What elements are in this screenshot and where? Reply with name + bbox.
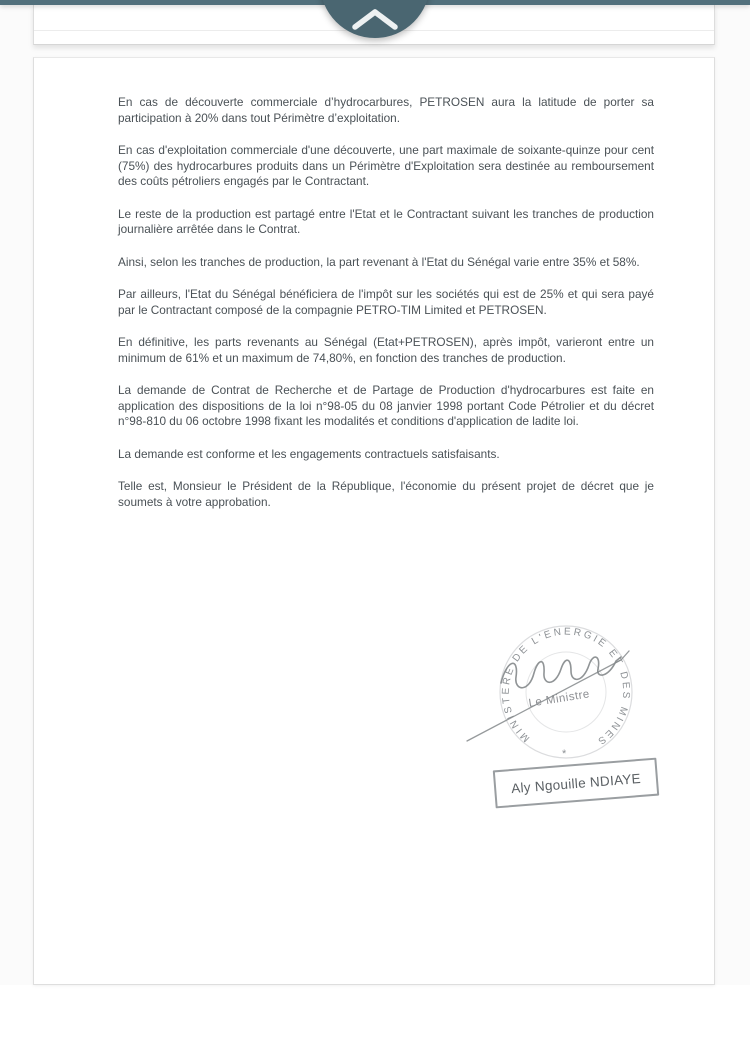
stamp-ring-text: MINISTERE DE L'ENERGIE ET DES MINES	[500, 626, 632, 748]
paragraph: En cas de découverte commerciale d’hydrocarbures, PETROSEN aura la latitude de porter sa participation à 20% dans tout Périmètre d’exploitation.	[118, 95, 654, 125]
paragraph: La demande de Contrat de Recherche et de Partage de Production d'hydrocarbures est faite en application des dispositions de la loi n°98-05 du 08 janvier 1998 portant Code Pétrolier et du décret n°98-810 du 06 octobre 1998 fixant les modalités et conditions d'application de ladite loi.	[118, 383, 654, 428]
paragraph: Telle est, Monsieur le Président de la République, l'économie du présent projet de décret que je soumets à votre approbation.	[118, 479, 654, 509]
background-strip	[0, 985, 750, 1060]
paragraph: La demande est conforme et les engagements contractuels satisfaisants.	[118, 446, 500, 461]
paragraph: Le reste de la production est partagé entre l'Etat et le Contractant suivant les tranches de production journalière arrêtée dans le Contrat.	[118, 206, 654, 236]
stamp-center-text: Le Ministre	[527, 688, 591, 710]
stamp-star: *	[562, 748, 567, 760]
document-text	[118, 95, 654, 527]
paragraph: En définitive, les parts revenants au Sénégal (Etat+PETROSEN), après impôt, varieront entre un minimum de 61% et un maximum de 74,80%, en fonction des tranches de production.	[118, 335, 654, 365]
document-page	[33, 57, 715, 985]
chevron-up-icon	[352, 8, 398, 32]
paragraph: Ainsi, selon les tranches de production, la part revenant à l'Etat du Sénégal varie entre 35% et 58%.	[118, 254, 640, 269]
minister-name: Aly Ngouille NDIAYE	[510, 770, 642, 796]
paragraph: En cas d'exploitation commerciale d'une découverte, une part maximale de soixante-quinze pour cent (75%) des hydrocarbures produits dans un Périmètre d'Exploitation sera destinée au remboursement des coûts pétroliers engagés par le Contractant.	[118, 143, 654, 188]
paragraph: Par ailleurs, l'Etat du Sénégal bénéficiera de l'impôt sur les sociétés qui est de 25% et qui sera payé par le Contractant composé de la compagnie PETRO-TIM Limited et PETROSEN.	[118, 287, 654, 317]
